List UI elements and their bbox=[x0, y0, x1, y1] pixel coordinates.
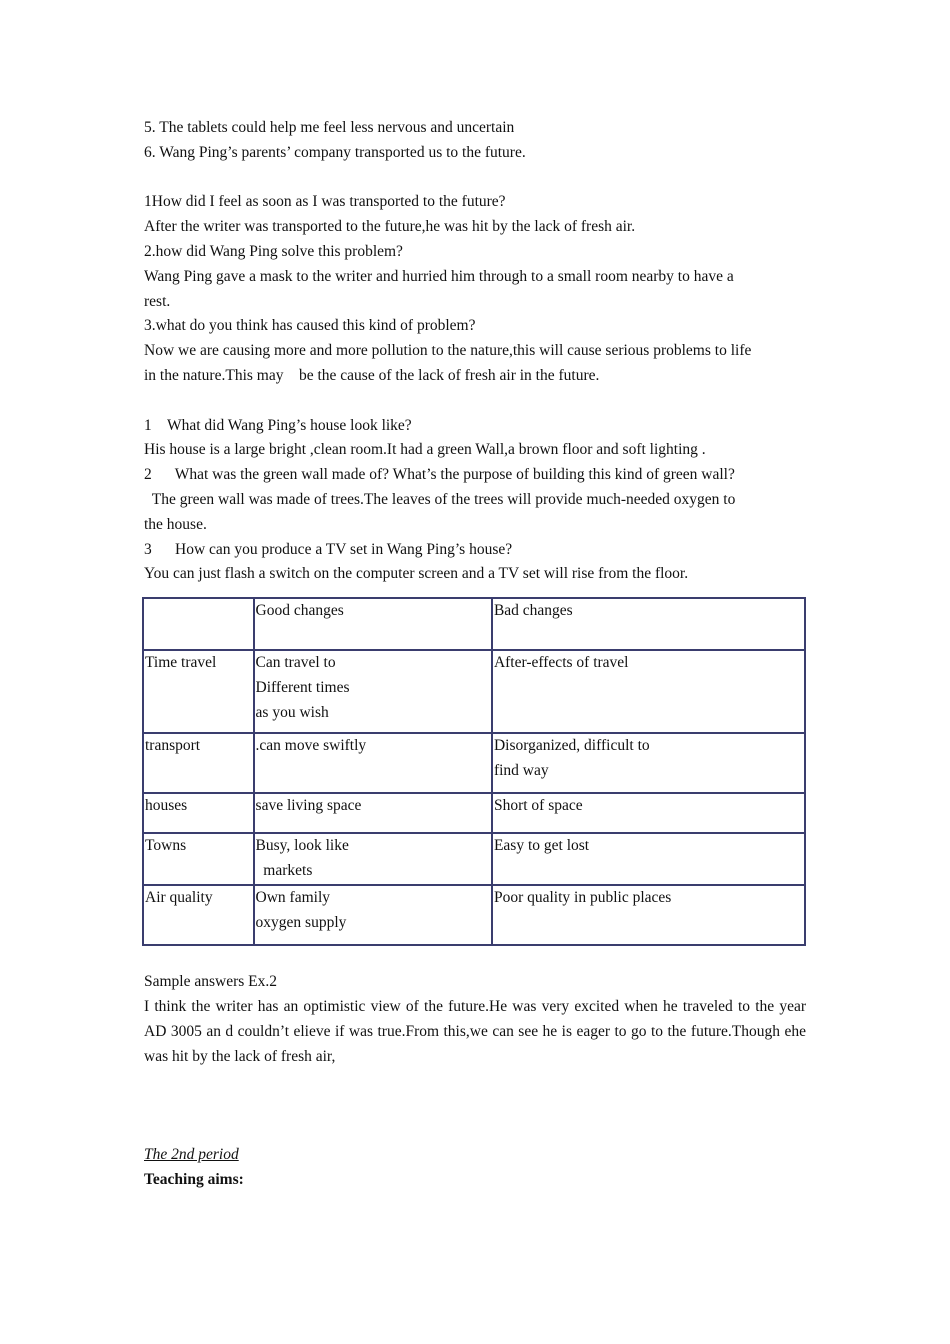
cell-line: markets bbox=[255, 861, 313, 879]
table-bad-cell bbox=[492, 650, 805, 733]
question-line: 2.how did Wang Ping solve this problem? bbox=[144, 242, 403, 260]
table-topic-cell: Air quality bbox=[143, 885, 254, 945]
cell-line: as you wish bbox=[255, 703, 329, 721]
text-line: 6. Wang Ping’s parents’ company transported us to the future. bbox=[144, 143, 526, 161]
cell-line: Easy to get lost bbox=[493, 837, 590, 855]
table-good-cell bbox=[254, 793, 492, 833]
answer-line: rest. bbox=[144, 292, 171, 310]
blank-line bbox=[144, 389, 806, 414]
document-page bbox=[144, 116, 810, 1193]
table-good-cell bbox=[254, 885, 492, 945]
table-topic-cell: Towns bbox=[143, 833, 254, 885]
table-topic-cell: transport bbox=[143, 733, 254, 793]
cell-line: save living space bbox=[255, 797, 362, 815]
table-row bbox=[143, 885, 805, 945]
cell-line: Own family bbox=[255, 889, 331, 907]
question-line: 1 What did Wang Ping’s house look like? bbox=[144, 416, 412, 434]
table-header-cell: Bad changes bbox=[492, 598, 805, 650]
table-bad-cell bbox=[492, 885, 805, 945]
cell-line: Short of space bbox=[493, 797, 583, 815]
table-row bbox=[143, 793, 805, 833]
table-bad-cell bbox=[492, 793, 805, 833]
changes-table bbox=[142, 597, 806, 946]
cell-line: Different times bbox=[255, 678, 350, 696]
cell-line: find way bbox=[493, 761, 549, 779]
table-bad-cell bbox=[492, 733, 805, 793]
table-bad-cell bbox=[492, 833, 805, 885]
text-line: 5. The tablets could help me feel less nervous and uncertain bbox=[144, 119, 515, 136]
cell-line: .can move swiftly bbox=[255, 737, 367, 755]
question-line: 3 How can you produce a TV set in Wang Ping’s house? bbox=[144, 540, 513, 558]
cell-line: oxygen supply bbox=[255, 913, 347, 931]
table-row bbox=[143, 833, 805, 885]
blank-line bbox=[144, 166, 806, 191]
table-header-cell bbox=[143, 598, 254, 650]
table-row bbox=[143, 650, 805, 733]
table-good-cell bbox=[254, 733, 492, 793]
answer-line: You can just flash a switch on the computer screen and a TV set will rise from the floor. bbox=[144, 565, 689, 583]
question-line: 3.what do you think has caused this kind of problem? bbox=[144, 317, 476, 335]
table-header-cell: Good changes bbox=[254, 598, 492, 650]
table-header-row bbox=[143, 598, 805, 650]
answer-line: His house is a large bright ,clean room.It had a green Wall,a brown floor and soft lighting . bbox=[144, 441, 706, 459]
sample-title: Sample answers Ex.2 bbox=[144, 973, 278, 991]
answer-line: After the writer was transported to the future,he was hit by the lack of fresh air. bbox=[144, 218, 636, 236]
cell-line: After-effects of travel bbox=[493, 654, 629, 672]
teaching-aims-label: Teaching aims: bbox=[144, 1171, 244, 1189]
answer-line: Now we are causing more and more pollution to the nature,this will cause serious problems to life bbox=[144, 342, 752, 360]
sample-paragraph: I think the writer has an optimistic view of the future.He was very excited when he traveled to the year AD 3005 an d couldn’t elieve if was true.From this,we can see he is eager to go to the future.Though ehe was hit by the lack of fresh air, bbox=[144, 997, 810, 1065]
table-row bbox=[143, 733, 805, 793]
question-line: 2 What was the green wall made of? What’s the purpose of building this kind of green wall? bbox=[144, 466, 735, 484]
answer-line: in the nature.This may be the cause of the lack of fresh air in the future. bbox=[144, 366, 600, 384]
table-good-cell bbox=[254, 650, 492, 733]
table-topic-cell: Time travel bbox=[143, 650, 254, 733]
cell-line: Disorganized, difficult to bbox=[493, 737, 650, 755]
cell-line: Poor quality in public places bbox=[493, 889, 672, 907]
question-line: 1How did I feel as soon as I was transported to the future? bbox=[144, 193, 506, 211]
table-good-cell bbox=[254, 833, 492, 885]
answer-line: Wang Ping gave a mask to the writer and hurried him through to a small room nearby to have a bbox=[144, 267, 734, 285]
blank-space bbox=[144, 1069, 806, 1143]
cell-line: Busy, look like bbox=[255, 837, 349, 855]
table-topic-cell: houses bbox=[143, 793, 254, 833]
period-title: The 2nd period bbox=[144, 1146, 239, 1164]
answer-line: the house. bbox=[144, 515, 207, 533]
answer-line: The green wall was made of trees.The leaves of the trees will provide much-needed oxygen to bbox=[144, 490, 736, 508]
cell-line: Can travel to bbox=[255, 654, 336, 672]
